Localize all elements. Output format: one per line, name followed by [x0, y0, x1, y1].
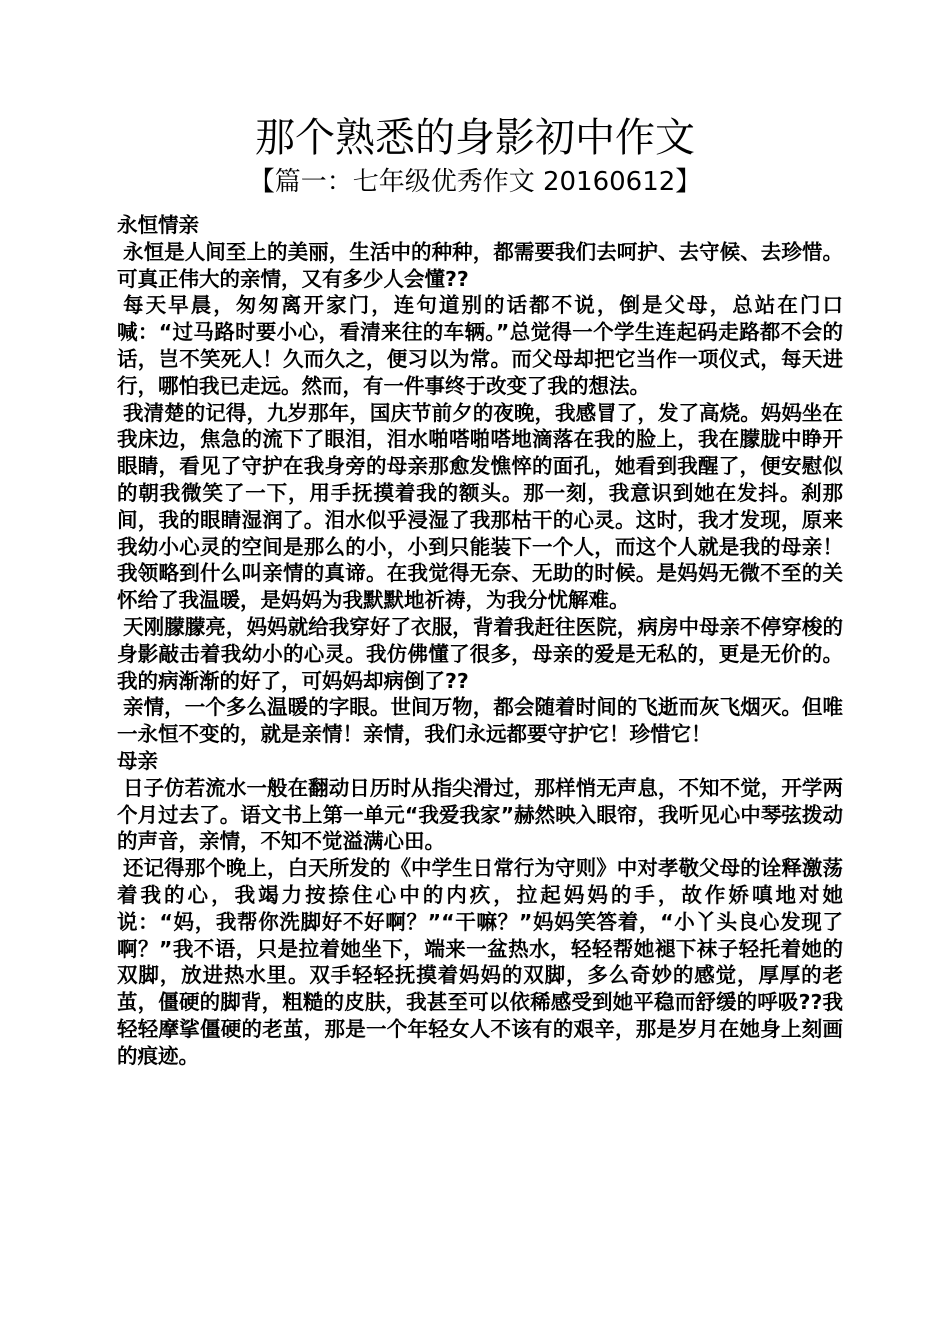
paragraph: 天刚朦朦亮，妈妈就给我穿好了衣服，背着我赶往医院，病房中母亲不停穿梭的身影敲击着我幼小的心灵。我仿佛懂了很多，母亲的爱是无私的，更是无价的。我的病渐渐的好了，可妈妈却病倒了??	[117, 614, 843, 693]
section-heading: 永恒情亲	[117, 213, 199, 237]
section-heading: 母亲	[117, 748, 158, 773]
paragraph: 日子仿若流水一般在翻动日历时从指尖滑过，那样悄无声息，不知不觉，开学两个月过去了。语文书上第一单元“我爱我家”赫然映入眼帘，我听见心中琴弦拨动的声音，亲情，不知不觉溢满心田。	[117, 775, 843, 854]
paragraph: 还记得那个晚上，白天所发的《中学生日常行为守则》中对孝敬父母的诠释激荡着我的心，我竭力按捺住心中的内疚，拉起妈妈的手，故作娇嗔地对她说：“妈，我帮你洗脚好不好啊？”“干嘛？”妈妈笑答着，“小丫头良心发现了啊？”我不语，只是拉着她坐下，端来一盆热水，轻轻帮她褪下袜子轻托着她的双脚，放进热水里。双手轻轻抚摸着妈妈的双脚，多么奇妙的感觉，厚厚的老茧，僵硬的脚背，粗糙的皮肤，我甚至可以依稀感受到她平稳而舒缓的呼吸??我轻轻摩挲僵硬的老茧，那是一个年轻女人不该有的艰辛，那是岁月在她身上刻画的痕迹。	[117, 856, 843, 1068]
paragraph: 亲情，一个多么温暖的字眼。世间万物，都会随着时间的飞逝而灰飞烟灭。但唯一永恒不变的，就是亲情！亲情，我们永远都要守护它！珍惜它！	[117, 695, 843, 747]
document-body	[117, 212, 843, 1070]
document-subtitle: 【篇一：七年级优秀作文 20160612】	[248, 167, 702, 197]
paragraph: 每天早晨，匆匆离开家门，连句道别的话都不说，倒是父母，总站在门口喊：“过马路时要小心，看清来往的车辆。”总觉得一个学生连起码走路都不会的话，岂不笑死人！久而久之，便习以为常。而父母却把它当作一项仪式，每天进行，哪怕我已走远。然而，有一件事终于改变了我的想法。	[117, 293, 843, 398]
document-title: 那个熟悉的身影初中作文	[255, 115, 695, 161]
paragraph: 我清楚的记得，九岁那年，国庆节前夕的夜晚，我感冒了，发了高烧。妈妈坐在我床边，焦急的流下了眼泪，泪水啪嗒啪嗒地滴落在我的脸上，我在朦胧中睁开眼睛，看见了守护在我身旁的母亲那愈发憔悴的面孔，她看到我醒了，便安慰似的朝我微笑了一下，用手抚摸着我的额头。那一刻，我意识到她在发抖。刹那间，我的眼睛湿润了。泪水似乎浸湿了我那枯干的心灵。这时，我才发现，原来我幼小心灵的空间是那么的小，小到只能装下一个人，而这个人就是我的母亲！我领略到什么叫亲情的真谛。在我觉得无奈、无助的时候。是妈妈无微不至的关怀给了我温暖，是妈妈为我默默地祈祷，为我分忧解难。	[117, 400, 843, 613]
paragraph: 永恒是人间至上的美丽，生活中的种种，都需要我们去呵护、去守候、去珍惜。可真正伟大的亲情，又有多少人会懂??	[117, 239, 843, 291]
